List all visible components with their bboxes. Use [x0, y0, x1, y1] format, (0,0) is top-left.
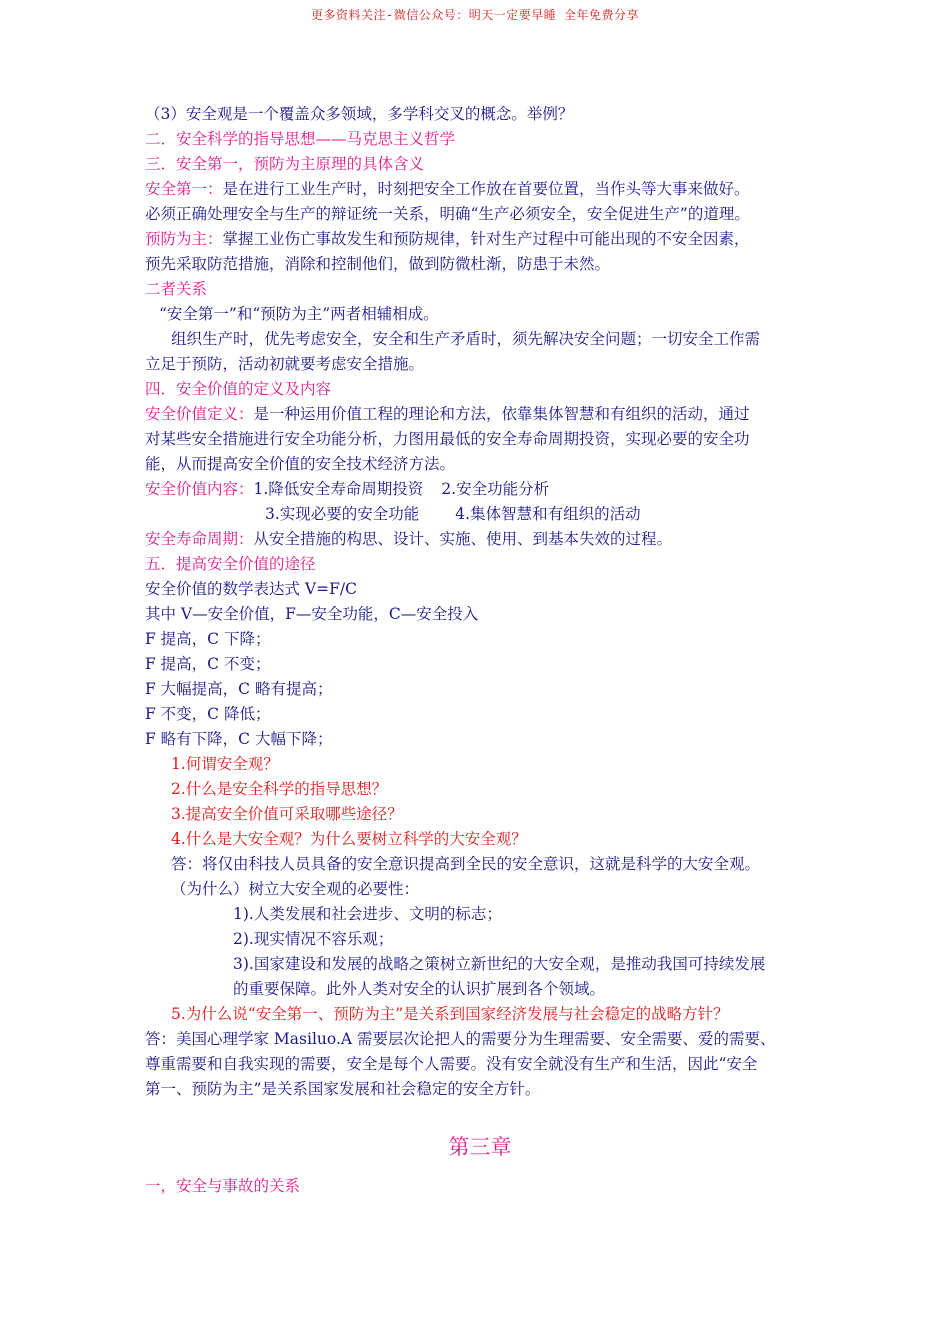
term-text: 从安全措施的构思、设计、实施、使用、到基本失效的过程。	[253, 530, 673, 548]
list-item: 1.降低安全寿命周期投资	[253, 480, 424, 498]
list-item: F 提高，C 下降；	[145, 630, 271, 648]
list-item: F 大幅提高，C 略有提高；	[145, 680, 333, 698]
formula-line: 安全价值的数学表达式 V=F/C	[145, 580, 357, 598]
paragraph-line	[145, 477, 815, 502]
answer-line: 尊重需要和自我实现的需要，安全是每个人需要。没有安全就没有生产和生活，因此“安全	[145, 1055, 758, 1073]
chapter-title: 第三章	[448, 1135, 512, 1159]
formula-line: 其中 V—安全价值，F—安全功能，C—安全投入	[145, 605, 479, 623]
answer-line: 2).现实情况不容乐观；	[233, 930, 394, 948]
question-line: 3.提高安全价值可采取哪些途径？	[171, 805, 403, 823]
term-label: 安全第一：	[145, 180, 223, 198]
question-line: 5.为什么说“安全第一、预防为主”是关系到国家经济发展与社会稳定的战略方针？	[171, 1005, 729, 1023]
section-heading: 四．安全价值的定义及内容	[145, 380, 332, 398]
paragraph-line: 组织生产时，优先考虑安全，安全和生产矛盾时，须先解决安全问题；一切安全工作需	[171, 330, 761, 348]
paragraph-line: 能，从而提高安全价值的安全技术经济方法。	[145, 455, 456, 473]
term-label: 安全价值定义：	[145, 405, 254, 423]
question-line: 4.什么是大安全观？为什么要树立科学的大安全观？	[171, 830, 527, 848]
list-item: 3.实现必要的安全功能	[265, 505, 420, 523]
answer-line: 答：将仅由科技人员具备的安全意识提高到全民的安全意识，这就是科学的大安全观。	[171, 855, 761, 873]
answer-line: （为什么）树立大安全观的必要性：	[171, 880, 420, 898]
list-item: F 略有下降，C 大幅下降；	[145, 730, 333, 748]
list-item: F 不变，C 降低；	[145, 705, 271, 723]
paragraph-line	[145, 527, 815, 552]
section-heading: 三．安全第一，预防为主原理的具体含义	[145, 155, 425, 173]
document-body	[145, 102, 815, 1199]
term-label: 安全寿命周期：	[145, 530, 254, 548]
header-banner: 更多资料关注-微信公众号：明天一定要早睡 全年免费分享	[311, 8, 639, 22]
paragraph-line: “安全第一”和“预防为主”两者相辅相成。	[159, 305, 439, 323]
term-text: 掌握工业伤亡事故发生和预防规律，针对生产过程中可能出现的不安全因素，	[222, 230, 750, 248]
paragraph-line: 预先采取防范措施，消除和控制他们，做到防微杜渐，防患于未然。	[145, 255, 611, 273]
answer-line: 1).人类发展和社会进步、文明的标志；	[233, 905, 502, 923]
section-heading: 五．提高安全价值的途径	[145, 555, 316, 573]
answer-line: 的重要保障。此外人类对安全的认识扩展到各个领域。	[233, 980, 606, 998]
list-item: 2.安全功能分析	[441, 480, 550, 498]
list-item: F 提高，C 不变；	[145, 655, 271, 673]
answer-line: 3).国家建设和发展的战略之策树立新世纪的大安全观，是推动我国可持续发展	[233, 955, 766, 973]
paragraph-line	[145, 402, 815, 427]
paragraph-line: 对某些安全措施进行安全功能分析，力图用最低的安全寿命周期投资，实现必要的安全功	[145, 430, 750, 448]
list-item: 4.集体智慧和有组织的活动	[455, 505, 641, 523]
paragraph-line: （3）安全观是一个覆盖众多领域，多学科交叉的概念。举例？	[145, 105, 574, 123]
answer-line: 第一、预防为主”是关系国家发展和社会稳定的安全方针。	[145, 1080, 541, 1098]
paragraph-line	[145, 177, 815, 202]
term-label: 安全价值内容：	[145, 480, 254, 498]
paragraph-line	[145, 227, 815, 252]
term-text: 是在进行工业生产时，时刻把安全工作放在首要位置，当作头等大事来做好。	[222, 180, 750, 198]
question-line: 2.什么是安全科学的指导思想？	[171, 780, 388, 798]
section-heading: 一，安全与事故的关系	[145, 1177, 301, 1195]
section-heading: 二．安全科学的指导思想——马克思主义哲学	[145, 130, 456, 148]
paragraph-line: 必须正确处理安全与生产的辩证统一关系，明确“生产必须安全，安全促进生产”的道理。	[145, 205, 750, 223]
answer-line: 答：美国心理学家 Masiluo.A 需要层次论把人的需要分为生理需要、安全需要、爱的需要、	[145, 1030, 776, 1048]
paragraph-line	[145, 502, 815, 527]
term-label: 预防为主：	[145, 230, 223, 248]
question-line: 1.何谓安全观？	[171, 755, 279, 773]
term-text: 是一种运用价值工程的理论和方法，依靠集体智慧和有组织的活动，通过	[253, 405, 750, 423]
paragraph-line: 立足于预防，活动初就要考虑安全措施。	[145, 355, 425, 373]
section-heading: 二者关系	[145, 280, 208, 298]
